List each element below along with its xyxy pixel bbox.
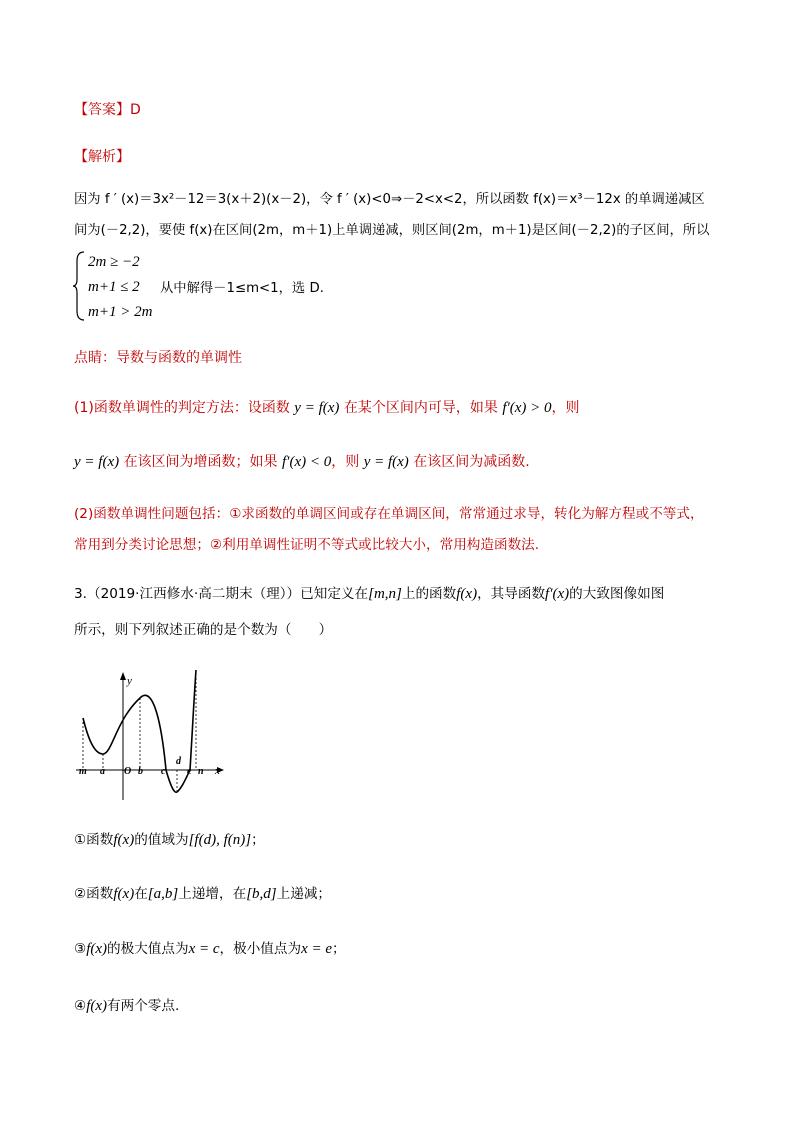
option-4 bbox=[74, 996, 179, 1016]
option-4-text-b: 有两个零点. bbox=[107, 998, 180, 1014]
option-2-text-g: 上递减； bbox=[276, 886, 332, 902]
question-line-2: 所示，则下列叙述正确的是个数为（ ） bbox=[74, 622, 333, 638]
formula-fprime-x: f′(x) bbox=[545, 586, 570, 602]
question-source: （2019·江西修水·高二期末（理）） bbox=[86, 586, 301, 602]
question-text-a: 已知定义在 bbox=[300, 586, 369, 602]
point2-line-2: 常用到分类讨论思想；②利用单调性证明不等式或比较大小，常用构造函数法. bbox=[74, 537, 540, 553]
question-text-c: ，其导函数 bbox=[477, 586, 546, 602]
tick-m: m bbox=[79, 766, 87, 777]
formula-y-fx: y = f(x) bbox=[74, 454, 120, 470]
formula-fprime-negative: f′(x) < 0 bbox=[282, 454, 332, 470]
option-3-text-b: 的极大值点为 bbox=[107, 941, 189, 957]
formula-x-eq-c: x = c bbox=[188, 941, 220, 957]
point1-text-g: 在该区间为减函数. bbox=[413, 454, 530, 470]
option-2-text-d: 上递增，在 bbox=[178, 886, 247, 902]
tick-n: n bbox=[198, 766, 204, 777]
option-2-text-b: 在 bbox=[134, 886, 148, 902]
system-row-2: m+1 ≤ 2 bbox=[88, 279, 140, 295]
formula-fx: f(x) bbox=[456, 586, 478, 602]
answer-label: 【答案】 bbox=[74, 102, 130, 118]
system-row-3: m+1 > 2m bbox=[88, 304, 153, 320]
option-1-text-d: ； bbox=[251, 832, 265, 848]
tick-c: c bbox=[161, 766, 166, 777]
x-label: x bbox=[215, 765, 220, 777]
explanation-line-1: 因为 f ′ (x)＝3x²－12＝3(x＋2)(x－2)，令 f ′ (x)<0⇒－2<x<2，所以函数 f(x)＝x³－12x 的单调递减区 bbox=[74, 192, 705, 207]
point1-text-d: ，则 bbox=[551, 400, 580, 416]
answer-value: D bbox=[130, 102, 141, 118]
formula-fx: f(x) bbox=[86, 941, 108, 957]
answer-line bbox=[74, 100, 141, 120]
tick-e: e bbox=[187, 766, 192, 777]
left-brace-icon bbox=[72, 251, 86, 321]
question-text-d: 的大致图像如图 bbox=[569, 586, 665, 602]
option-1 bbox=[74, 830, 265, 850]
note-title: 点睛：导数与函数的单调性 bbox=[74, 350, 242, 366]
explanation-line-2: 间为(－2,2)，要使 f(x)在区间(2m，m＋1)上单调递减，则区间(2m，m＋1)是区间(－2,2)的子区间，所以 bbox=[74, 223, 710, 238]
option-1-text-a: ①函数 bbox=[74, 832, 114, 848]
system-row-1: 2m ≥ −2 bbox=[88, 254, 140, 270]
formula-y-fx: y = f(x) bbox=[363, 454, 409, 470]
point2-line-1: (2)函数单调性问题包括：①求函数的单调区间或存在单调区间，常常通过求导，转化为解方程或不等式， bbox=[74, 506, 704, 522]
point1-line-2 bbox=[74, 452, 530, 472]
formula-range: [f(d), f(n)] bbox=[188, 832, 252, 848]
formula-interval-bd: [b,d] bbox=[246, 886, 277, 902]
option-2-text-a: ②函数 bbox=[74, 886, 114, 902]
formula-x-eq-e: x = e bbox=[301, 941, 333, 957]
tick-d: d bbox=[176, 756, 181, 767]
formula-fprime-positive: f′(x) > 0 bbox=[502, 400, 552, 416]
option-2 bbox=[74, 884, 331, 904]
point1-text-f: ，则 bbox=[331, 454, 360, 470]
option-3-text-a: ③ bbox=[74, 941, 87, 957]
point1-text-e: 在该区间为增函数；如果 bbox=[123, 454, 278, 470]
question-line-1 bbox=[74, 584, 664, 604]
tick-a: a bbox=[100, 766, 105, 777]
formula-fx: f(x) bbox=[113, 886, 135, 902]
formula-fx: f(x) bbox=[113, 832, 135, 848]
formula-interval-ab: [a,b] bbox=[147, 886, 179, 902]
option-1-text-b: 的值域为 bbox=[134, 832, 189, 848]
y-label: y bbox=[127, 675, 132, 687]
tick-origin: O bbox=[124, 766, 132, 777]
option-3 bbox=[74, 939, 346, 959]
question-text-b: 上的函数 bbox=[401, 586, 457, 602]
point1-text-b: 在某个区间内可导，如果 bbox=[343, 400, 498, 416]
formula-interval-mn: [m,n] bbox=[368, 586, 402, 602]
option-3-text-d: ，极小值点为 bbox=[219, 941, 302, 957]
derivative-graph bbox=[74, 668, 234, 804]
question-number: 3. bbox=[74, 586, 87, 602]
formula-y-fx: y = f(x) bbox=[294, 400, 340, 416]
option-3-text-g: ； bbox=[332, 941, 346, 957]
tick-b: b bbox=[138, 766, 143, 777]
option-4-text-a: ④ bbox=[74, 998, 87, 1014]
y-axis-arrow-icon bbox=[120, 672, 126, 680]
conclusion: 从中解得－1≤m<1，选 D. bbox=[160, 281, 324, 296]
point1-line-1 bbox=[74, 398, 580, 418]
formula-fx: f(x) bbox=[86, 998, 108, 1014]
analysis-label: 【解析】 bbox=[74, 149, 130, 165]
point1-text-a: (1)函数单调性的判定方法：设函数 bbox=[74, 400, 290, 416]
